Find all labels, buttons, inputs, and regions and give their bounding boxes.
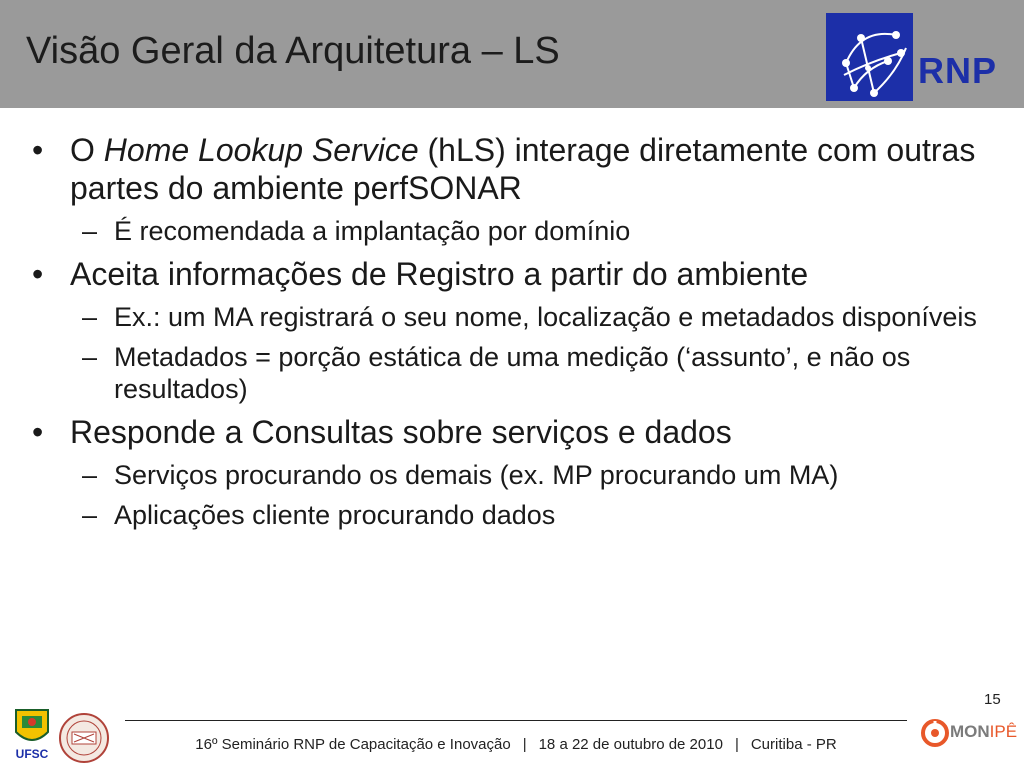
rnp-logo [826, 13, 913, 101]
sub-bullet-text: Ex.: um MA registrará o seu nome, localização e metadados disponíveis [114, 302, 977, 332]
sub-bullet-marker: – [82, 500, 98, 530]
sub-bullet-text: Aplicações cliente procurando dados [114, 500, 556, 530]
rnp-network-globe-icon [826, 13, 913, 101]
bullet-text-prefix: O [70, 132, 104, 168]
monipe-text-accent: IPÊ [989, 722, 1018, 741]
sub-bullet-item [30, 341, 1005, 405]
bullet-text: Aceita informações de Registro a partir do ambiente [70, 256, 809, 292]
sub-bullet-marker: – [82, 460, 98, 490]
monipe-text-main: MON [950, 722, 990, 741]
sub-bullet-text: Metadados = porção estática de uma medição (‘assunto’, e não os resultados) [114, 342, 911, 404]
bullet-marker: • [32, 256, 44, 292]
footer-separator: | [522, 736, 527, 753]
sub-bullet-item [30, 499, 1005, 531]
slide-header [0, 0, 1024, 108]
bullet-marker: • [32, 414, 44, 450]
sub-bullet-item [30, 301, 1005, 333]
rnp-logo-text: RNP [918, 50, 998, 91]
page-number: 15 [984, 691, 1001, 708]
bullet-item [30, 255, 1005, 293]
footer-event: 16º Seminário RNP de Capacitação e Inovação [195, 736, 511, 753]
sub-bullet-marker: – [82, 342, 98, 372]
bullet-item [30, 131, 1005, 207]
slide-body [30, 131, 1005, 539]
monipe-logo-text [950, 722, 1017, 742]
footer-text [125, 736, 907, 753]
sub-bullet-item [30, 215, 1005, 247]
sub-bullet-marker: – [82, 302, 98, 332]
sub-bullet-text: É recomendada a implantação por domínio [114, 216, 631, 246]
ufsc-logo-text: UFSC [15, 747, 49, 761]
footer-separator: | [734, 736, 739, 753]
monipe-logo-icon [920, 718, 950, 748]
bullet-item [30, 413, 1005, 451]
sub-bullet-item [30, 459, 1005, 491]
ufsc-logo [10, 706, 54, 762]
bullet-text-emphasis: Home Lookup Service [103, 132, 419, 168]
footer-divider [125, 720, 907, 721]
bullet-text: Responde a Consultas sobre serviços e dados [70, 414, 732, 450]
footer-dates: 18 a 22 de outubro de 2010 [538, 736, 723, 753]
sub-bullet-marker: – [82, 216, 98, 246]
bullet-marker: • [32, 132, 44, 168]
sub-bullet-text: Serviços procurando os demais (ex. MP procurando um MA) [114, 460, 839, 490]
bullet-text-suffix: (hLS) interage diretamente com outras partes do ambiente perfSONAR [70, 132, 976, 206]
universidade-salvador-logo [58, 712, 110, 764]
slide-title: Visão Geral da Arquitetura – LS [26, 30, 560, 72]
footer-location: Curitiba - PR [750, 736, 837, 753]
